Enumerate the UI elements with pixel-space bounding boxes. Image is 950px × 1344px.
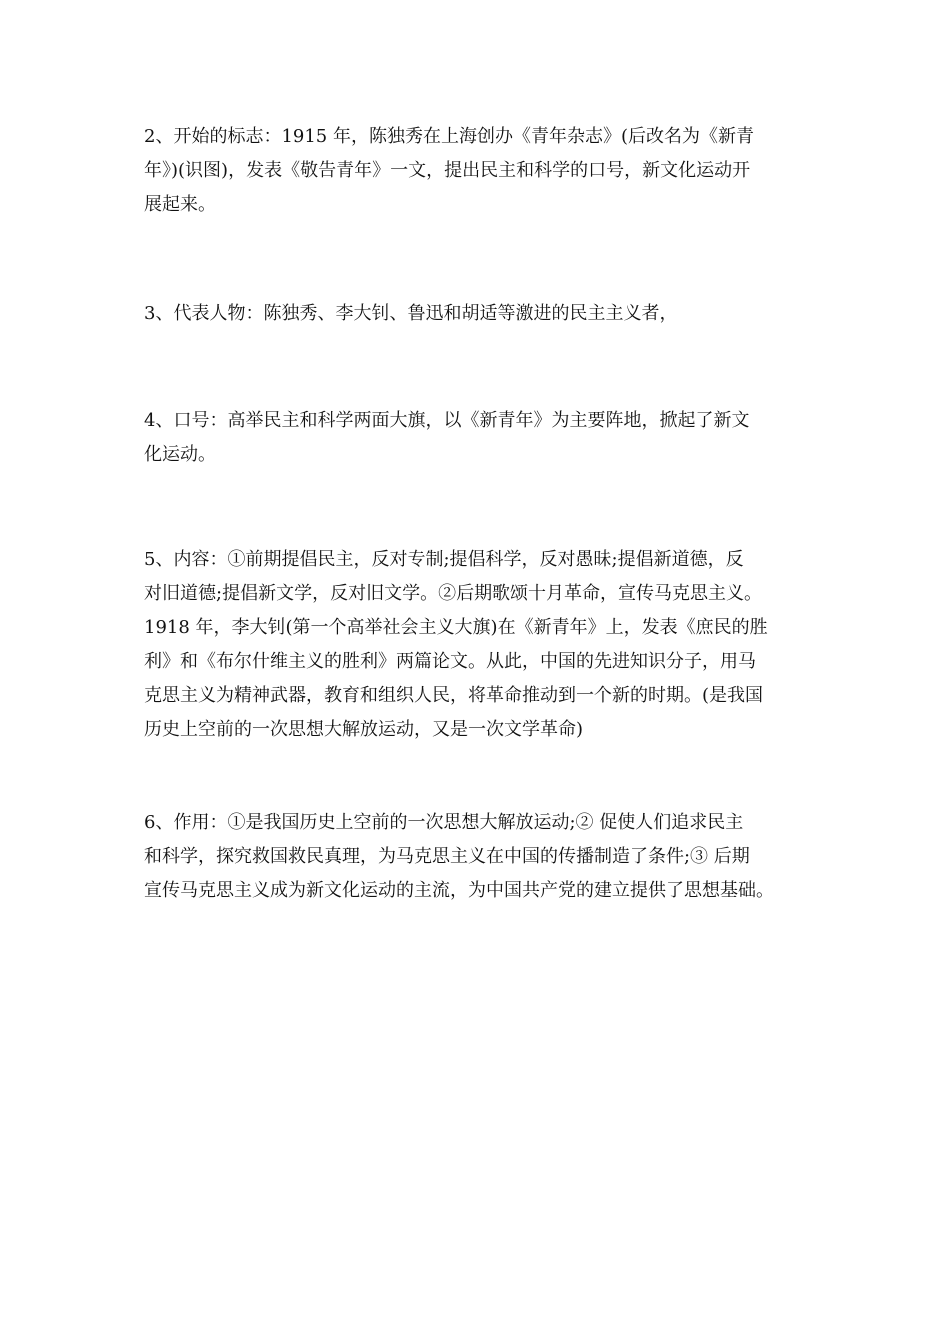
- text-line: 化运动。: [144, 444, 216, 465]
- text-line: 展起来。: [144, 194, 216, 215]
- paragraph-representatives: [144, 297, 812, 331]
- text-line: 历史上空前的一次思想大解放运动，又是一次文学革命): [144, 719, 584, 740]
- text-line: 克思主义为精神武器，教育和组织人民，将革命推动到一个新的时期。(是我国: [144, 685, 764, 706]
- paragraph-content: [144, 543, 812, 747]
- paragraph-slogan: [144, 404, 812, 472]
- text-line: 宣传马克思主义成为新文化运动的主流，为中国共产党的建立提供了思想基础。: [144, 880, 774, 901]
- text-line: 1918 年，李大钊(第一个高举社会主义大旗)在《新青年》上，发表《庶民的胜: [144, 617, 768, 638]
- text-line: 3、代表人物：陈独秀、李大钊、鲁迅和胡适等激进的民主主义者，: [144, 303, 678, 324]
- text-line: 年》)(识图)，发表《敬告青年》一文，提出民主和科学的口号，新文化运动开: [144, 160, 751, 181]
- text-line: 6、作用：①是我国历史上空前的一次思想大解放运动;② 促使人们追求民主: [144, 812, 744, 833]
- text-line: 4、口号：高举民主和科学两面大旗，以《新青年》为主要阵地，掀起了新文: [144, 410, 750, 431]
- paragraph-effect: [144, 806, 812, 908]
- text-line: 和科学，探究救国救民真理，为马克思主义在中国的传播制造了条件;③ 后期: [144, 846, 750, 867]
- paragraph-start-sign: [144, 120, 812, 222]
- text-line: 2、开始的标志：1915 年，陈独秀在上海创办《青年杂志》(后改名为《新青: [144, 126, 755, 147]
- text-line: 5、内容：①前期提倡民主，反对专制;提倡科学，反对愚昧;提倡新道德，反: [144, 549, 744, 570]
- text-line: 利》和《布尔什维主义的胜利》两篇论文。从此，中国的先进知识分子，用马: [144, 651, 756, 672]
- text-line: 对旧道德;提倡新文学，反对旧文学。②后期歌颂十月革命，宣传马克思主义。: [144, 583, 763, 604]
